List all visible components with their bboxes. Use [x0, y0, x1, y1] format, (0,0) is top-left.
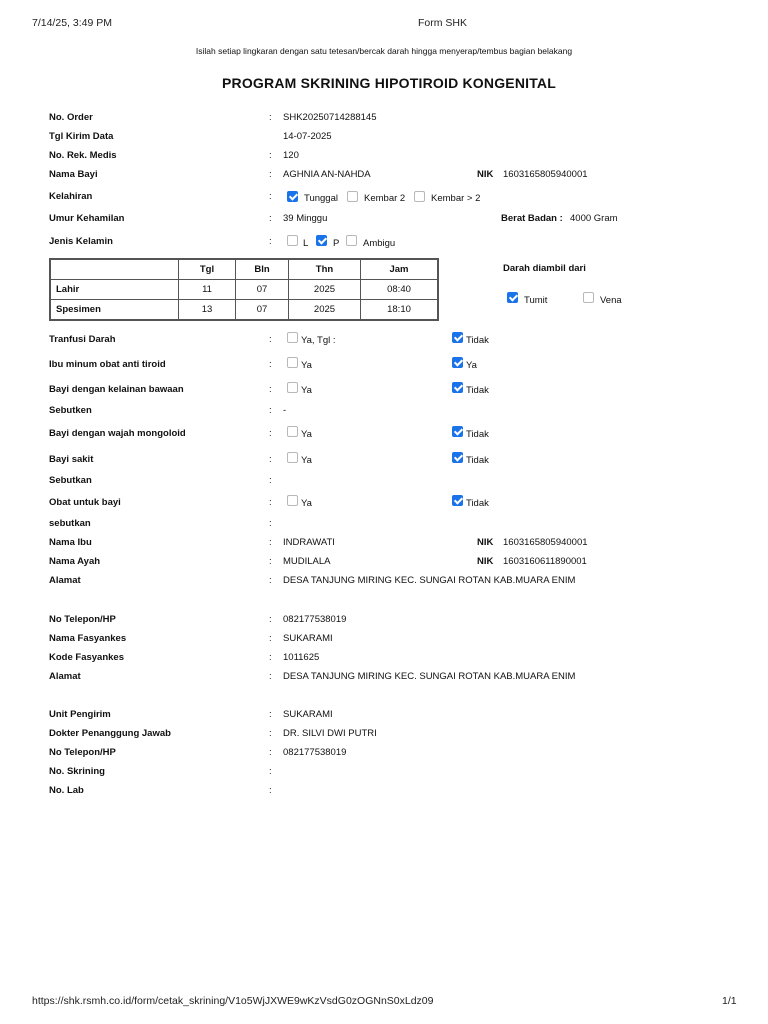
sakit-option2-checkbox[interactable] [452, 452, 463, 463]
table-header: Thn [289, 259, 361, 280]
jenis-kelamin-p-checkbox[interactable] [316, 235, 327, 246]
sakit-option1-label: Ya [301, 455, 312, 466]
colon: : [269, 518, 272, 529]
sebutkan-label: sebutkan [49, 518, 91, 529]
obat-bayi-option2-label: Tidak [466, 498, 489, 509]
nama-ibu-label: Nama Ibu [49, 537, 92, 548]
colon: : [269, 614, 272, 625]
colon: : [269, 112, 272, 123]
colon: : [269, 428, 272, 439]
mongoloid-option2-checkbox[interactable] [452, 426, 463, 437]
colon: : [269, 785, 272, 796]
mongoloid-option1-checkbox[interactable] [287, 426, 298, 437]
no-order-label: No. Order [49, 112, 93, 123]
fasyankes-label: Nama Fasyankes [49, 633, 127, 644]
table-cell: Lahir [50, 280, 179, 300]
colon: : [269, 537, 272, 548]
transfusi-option1-checkbox[interactable] [287, 332, 298, 343]
colon: : [269, 454, 272, 465]
jenis-kelamin-label: Jenis Kelamin [49, 236, 113, 247]
kelahiran-kembar3-checkbox[interactable] [414, 191, 425, 202]
nama-ayah-label: Nama Ayah [49, 556, 101, 567]
table-row [50, 280, 438, 300]
colon: : [269, 334, 272, 345]
no-skrining-label: No. Skrining [49, 766, 105, 777]
sakit-option1-checkbox[interactable] [287, 452, 298, 463]
alamat-value: DESA TANJUNG MIRING KEC. SUNGAI ROTAN KAB.MUARA ENIM [283, 671, 576, 682]
telepon-label: No Telepon/HP [49, 614, 116, 625]
kelahiran-kembar2-checkbox[interactable] [347, 191, 358, 202]
nama-ibu-value: INDRAWATI [283, 537, 335, 548]
table-header [50, 259, 179, 280]
darah-label: Darah diambil dari [503, 263, 586, 274]
nama-ayah-value: MUDILALA [283, 556, 331, 567]
table-cell: 07 [236, 280, 289, 300]
mongoloid-option2-label: Tidak [466, 429, 489, 440]
print-page-count: 1/1 [722, 995, 737, 1007]
colon: : [269, 709, 272, 720]
table-header: Tgl [179, 259, 236, 280]
table-cell: 2025 [289, 280, 361, 300]
sebutkan-label: Sebutken [49, 405, 92, 416]
colon: : [269, 766, 272, 777]
print-page-title: Form SHK [418, 17, 468, 29]
colon: : [269, 556, 272, 567]
darah-tumit-checkbox[interactable] [507, 292, 518, 303]
dokter-label: Dokter Penanggung Jawab [49, 728, 171, 739]
kelahiran-tunggal-checkbox[interactable] [287, 191, 298, 202]
jenis-kelamin-l-checkbox[interactable] [287, 235, 298, 246]
obat-bayi-option2-checkbox[interactable] [452, 495, 463, 506]
kelainan-option2-label: Tidak [466, 385, 489, 396]
tgl-kirim-value: 14-07-2025 [283, 131, 332, 142]
obat-bayi-label: Obat untuk bayi [49, 497, 121, 508]
ibu-obat-option1-label: Ya [301, 360, 312, 371]
mongoloid-option1-label: Ya [301, 429, 312, 440]
kelahiran-option-label: Kembar > 2 [431, 193, 481, 204]
ibu-obat-option2-checkbox[interactable] [452, 357, 463, 368]
colon: : [269, 191, 272, 202]
kelainan-option1-label: Ya [301, 385, 312, 396]
obat-bayi-option1-checkbox[interactable] [287, 495, 298, 506]
no-lab-label: No. Lab [49, 785, 84, 796]
table-cell: 08:40 [361, 280, 439, 300]
alamat-value: DESA TANJUNG MIRING KEC. SUNGAI ROTAN KAB.MUARA ENIM [283, 575, 576, 586]
sakit-option2-label: Tidak [466, 455, 489, 466]
ibu-obat-option1-checkbox[interactable] [287, 357, 298, 368]
berat-badan-label: Berat Badan : [501, 213, 563, 224]
nik-bayi-label: NIK [477, 169, 494, 180]
nik-ibu-label: NIK [477, 537, 494, 548]
obat-bayi-option1-label: Ya [301, 498, 312, 509]
instruction-note: Isilah setiap lingkaran dengan satu tetesan/bercak darah hingga menyerap/tembus bagian belakang [195, 46, 573, 56]
transfusi-option2-label: Tidak [466, 335, 489, 346]
nik-ayah-value: 1603160611890001 [503, 556, 587, 567]
nik-ibu-value: 1603165805940001 [503, 537, 588, 548]
nik-ayah-label: NIK [477, 556, 494, 567]
no-order-value: SHK20250714288145 [283, 112, 377, 123]
colon: : [269, 747, 272, 758]
transfusi-option1-label: Ya, Tgl : [301, 335, 336, 346]
colon: : [269, 671, 272, 682]
ibu-obat-label: Ibu minum obat anti tiroid [49, 359, 166, 370]
colon: : [269, 384, 272, 395]
telepon-label: No Telepon/HP [49, 747, 116, 758]
table-cell: Spesimen [50, 300, 179, 321]
kelainan-label: Bayi dengan kelainan bawaan [49, 384, 184, 395]
table-header-row [50, 259, 438, 280]
transfusi-label: Tranfusi Darah [49, 334, 116, 345]
dokter-value: DR. SILVI DWI PUTRI [283, 728, 377, 739]
kelainan-option2-checkbox[interactable] [452, 382, 463, 393]
umur-value: 39 Minggu [283, 213, 328, 224]
telepon-value: 082177538019 [283, 614, 347, 625]
jenis-kelamin-option-label: L [303, 238, 309, 249]
jenis-kelamin-option-label: P [333, 238, 340, 249]
print-url: https://shk.rsmh.co.id/form/cetak_skrining/V1o5WjJXWE9wKzVsdG0zOGNnS0xLdz09 [32, 995, 434, 1007]
kelahiran-option-label: Tunggal [304, 193, 338, 204]
birth-specimen-table [49, 258, 439, 321]
colon: : [269, 728, 272, 739]
fasyankes-value: SUKARAMI [283, 633, 333, 644]
unit-pengirim-value: SUKARAMI [283, 709, 333, 720]
transfusi-option2-checkbox[interactable] [452, 332, 463, 343]
nama-bayi-value: AGHNIA AN-NAHDA [283, 169, 371, 180]
table-cell: 18:10 [361, 300, 439, 321]
table-row [50, 300, 438, 321]
kelahiran-option-label: Kembar 2 [364, 193, 406, 204]
colon: : [269, 169, 272, 180]
colon: : [269, 652, 272, 663]
form-title: PROGRAM SKRINING HIPOTIROID KONGENITAL [221, 75, 556, 91]
colon: : [269, 575, 272, 586]
colon: : [269, 633, 272, 644]
kelahiran-label: Kelahiran [49, 191, 93, 202]
colon: : [269, 475, 272, 486]
kode-fasyankes-label: Kode Fasyankes [49, 652, 124, 663]
colon: : [269, 213, 272, 224]
ibu-obat-option2-label: Ya [466, 360, 477, 371]
colon: : [269, 236, 272, 247]
darah-option-label: Vena [600, 295, 622, 306]
jenis-kelamin-option-label: Ambigu [363, 238, 396, 249]
sebutkan-label: Sebutkan [49, 475, 92, 486]
darah-option-label: Tumit [524, 295, 548, 306]
nik-bayi-value: 1603165805940001 [503, 169, 588, 180]
telepon-value: 082177538019 [283, 747, 347, 758]
no-rm-label: No. Rek. Medis [49, 150, 117, 161]
colon: : [269, 405, 272, 416]
darah-vena-checkbox[interactable] [583, 292, 594, 303]
alamat-label: Alamat [49, 671, 81, 682]
sakit-label: Bayi sakit [49, 454, 94, 465]
table-header: Jam [361, 259, 439, 280]
berat-badan-value: 4000 Gram [570, 213, 618, 224]
colon: : [269, 497, 272, 508]
umur-label: Umur Kehamilan [49, 213, 125, 224]
kelainan-option1-checkbox[interactable] [287, 382, 298, 393]
no-rm-value: 120 [283, 150, 299, 161]
jenis-kelamin-ambigu-checkbox[interactable] [346, 235, 357, 246]
unit-pengirim-label: Unit Pengirim [49, 709, 111, 720]
table-cell: 13 [179, 300, 236, 321]
nama-bayi-label: Nama Bayi [49, 169, 98, 180]
alamat-label: Alamat [49, 575, 81, 586]
table-cell: 2025 [289, 300, 361, 321]
table-cell: 07 [236, 300, 289, 321]
tgl-kirim-label: Tgl Kirim Data [49, 131, 114, 142]
table-header: Bln [236, 259, 289, 280]
kode-fasyankes-value: 1011625 [283, 652, 320, 663]
sebutkan-value: - [283, 405, 287, 416]
print-datetime: 7/14/25, 3:49 PM [32, 17, 112, 29]
colon: : [269, 150, 272, 161]
mongoloid-label: Bayi dengan wajah mongoloid [49, 428, 186, 439]
colon: : [269, 359, 272, 370]
table-cell: 11 [179, 280, 236, 300]
